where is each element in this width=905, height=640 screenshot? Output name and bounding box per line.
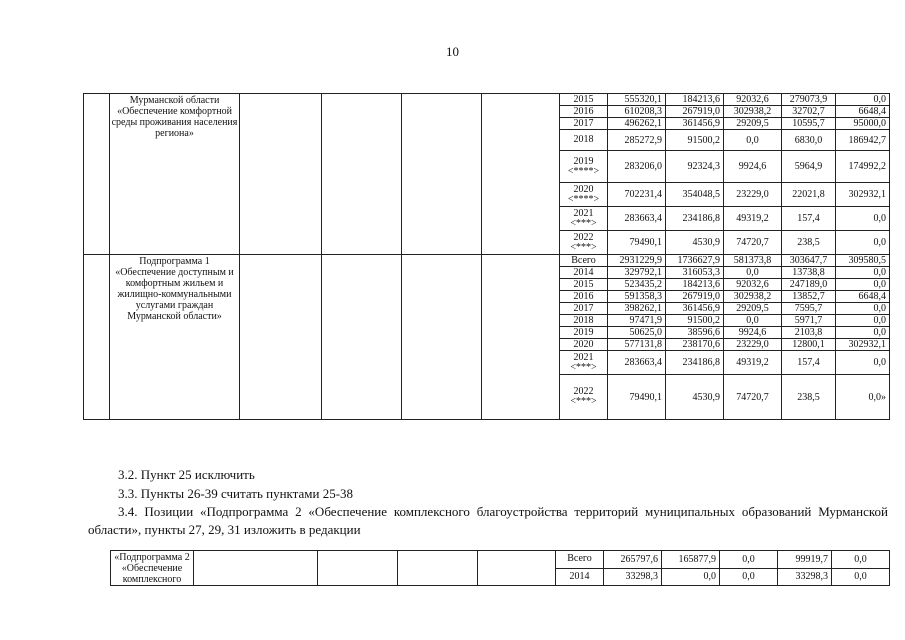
year-cell: [560, 339, 608, 351]
empty-cell: [398, 551, 478, 586]
value-cell: 0,0: [724, 315, 782, 327]
value-cell: 316053,3: [666, 267, 724, 279]
year-cell: [560, 255, 608, 267]
year-cell: [560, 303, 608, 315]
value-cell: 0,0: [720, 568, 778, 586]
value-cell: 279073,9: [782, 94, 836, 106]
value-cell: 12800,1: [782, 339, 836, 351]
value-cell: 79490,1: [608, 231, 666, 255]
year-label: 2016: [573, 290, 594, 302]
year-cell: [560, 151, 608, 183]
value-cell: 0,0: [836, 351, 890, 375]
value-cell: 361456,9: [666, 303, 724, 315]
value-cell: 302932,1: [836, 339, 890, 351]
year-label: Всего: [567, 553, 592, 565]
value-cell: 6830,0: [782, 130, 836, 151]
value-cell: 49319,2: [724, 207, 782, 231]
value-cell: 238170,6: [666, 339, 724, 351]
value-cell: 283663,4: [608, 351, 666, 375]
empty-cell: [240, 94, 322, 255]
year-label: 2014: [569, 570, 590, 582]
year-cell: [560, 207, 608, 231]
value-cell: 1736627,9: [666, 255, 724, 267]
year-label: 2019: [573, 155, 594, 167]
empty-cell: [318, 551, 398, 586]
value-cell: 91500,2: [666, 130, 724, 151]
value-cell: 186942,7: [836, 130, 890, 151]
year-cell: [560, 267, 608, 279]
value-cell: 6648,4: [836, 291, 890, 303]
value-cell: 329792,1: [608, 267, 666, 279]
value-cell: 92032,6: [724, 279, 782, 291]
value-cell: 10595,7: [782, 118, 836, 130]
value-cell: 0,0: [836, 279, 890, 291]
value-cell: 285272,9: [608, 130, 666, 151]
year-cell: [560, 279, 608, 291]
value-cell: 283206,0: [608, 151, 666, 183]
value-cell: 22021,8: [782, 183, 836, 207]
year-label: 2014: [573, 266, 594, 278]
year-label: 2019: [573, 326, 594, 338]
page-number: 10: [446, 44, 459, 59]
value-cell: 29209,5: [724, 303, 782, 315]
value-cell: 267919,0: [666, 106, 724, 118]
value-cell: 74720,7: [724, 375, 782, 420]
year-label: 2022: [573, 386, 594, 397]
value-cell: 99919,7: [778, 551, 832, 569]
value-cell: 50625,0: [608, 327, 666, 339]
value-cell: 610208,3: [608, 106, 666, 118]
empty-cell: [402, 255, 482, 420]
value-cell: 2103,8: [782, 327, 836, 339]
value-cell: 0,0: [662, 568, 720, 586]
value-cell: 0,0: [724, 130, 782, 151]
value-cell: 97471,9: [608, 315, 666, 327]
value-cell: 0,0: [836, 315, 890, 327]
year-label: 2021: [573, 351, 594, 363]
empty-cell: [322, 94, 402, 255]
value-cell: 0,0: [836, 303, 890, 315]
value-cell: 523435,2: [608, 279, 666, 291]
value-cell: 184213,6: [666, 94, 724, 106]
year-label: 2018: [573, 314, 594, 326]
value-cell: 0,0: [836, 207, 890, 231]
value-cell: 238,5: [782, 231, 836, 255]
subprogram-2-table: [110, 550, 890, 586]
value-cell: 581373,8: [724, 255, 782, 267]
year-label: 2020: [573, 338, 594, 350]
year-cell: [560, 375, 608, 420]
value-cell: 9924,6: [724, 327, 782, 339]
table-row: [84, 255, 890, 267]
value-cell: 92324,3: [666, 151, 724, 183]
empty-cell: [402, 94, 482, 255]
year-cell: [560, 130, 608, 151]
value-cell: 303647,7: [782, 255, 836, 267]
year-cell: [560, 231, 608, 255]
year-note: <****>: [567, 165, 600, 177]
year-label: 2018: [573, 134, 594, 145]
value-cell: 23229,0: [724, 339, 782, 351]
value-cell: 2931229,9: [608, 255, 666, 267]
year-cell: [560, 94, 608, 106]
value-cell: 5971,7: [782, 315, 836, 327]
value-cell: 0,0: [832, 568, 890, 586]
year-cell: [556, 568, 604, 586]
value-cell: 302938,2: [724, 106, 782, 118]
empty-cell: [482, 94, 560, 255]
value-cell: 33298,3: [604, 568, 662, 586]
value-cell: 49319,2: [724, 351, 782, 375]
year-label: 2015: [573, 93, 594, 105]
value-cell: 265797,6: [604, 551, 662, 569]
value-cell: 238,5: [782, 375, 836, 420]
value-cell: 29209,5: [724, 118, 782, 130]
value-cell: 361456,9: [666, 118, 724, 130]
value-cell: 309580,5: [836, 255, 890, 267]
year-cell: [560, 291, 608, 303]
empty-cell: [482, 255, 560, 420]
year-label: 2017: [573, 117, 594, 129]
year-cell: [560, 118, 608, 130]
value-cell: 0,0: [720, 551, 778, 569]
value-cell: 0,0»: [836, 375, 890, 420]
value-cell: 0,0: [724, 267, 782, 279]
year-note: <***>: [570, 361, 597, 373]
value-cell: 234186,8: [666, 351, 724, 375]
value-cell: 79490,1: [608, 375, 666, 420]
value-cell: 5964,9: [782, 151, 836, 183]
year-cell: [560, 315, 608, 327]
value-cell: 23229,0: [724, 183, 782, 207]
table-row: [84, 94, 890, 106]
empty-cell: [478, 551, 556, 586]
value-cell: 302938,2: [724, 291, 782, 303]
year-cell: [560, 106, 608, 118]
paragraph-3-2: 3.2. Пункт 25 исключить: [118, 467, 255, 482]
value-cell: 577131,8: [608, 339, 666, 351]
value-cell: 95000,0: [836, 118, 890, 130]
value-cell: 91500,2: [666, 315, 724, 327]
value-cell: 32702,7: [782, 106, 836, 118]
value-cell: 4530,9: [666, 231, 724, 255]
value-cell: 555320,1: [608, 94, 666, 106]
value-cell: 247189,0: [782, 279, 836, 291]
year-label: 2021: [573, 207, 594, 219]
value-cell: 267919,0: [666, 291, 724, 303]
value-cell: 165877,9: [662, 551, 720, 569]
year-cell: [560, 183, 608, 207]
year-note: <***>: [570, 396, 597, 407]
value-cell: 0,0: [836, 94, 890, 106]
value-cell: 4530,9: [666, 375, 724, 420]
value-cell: 74720,7: [724, 231, 782, 255]
value-cell: 157,4: [782, 351, 836, 375]
value-cell: 33298,3: [778, 568, 832, 586]
year-cell: [560, 327, 608, 339]
value-cell: 13852,7: [782, 291, 836, 303]
value-cell: 283663,4: [608, 207, 666, 231]
empty-cell: [84, 255, 110, 420]
value-cell: 7595,7: [782, 303, 836, 315]
year-cell: [556, 551, 604, 569]
program-name: «Подпрограмма 2 «Обеспечение комплексного: [111, 551, 194, 586]
value-cell: 174992,2: [836, 151, 890, 183]
year-label: 2022: [573, 231, 594, 243]
year-note: <***>: [570, 241, 597, 253]
year-label: 2017: [573, 302, 594, 314]
year-label: 2016: [573, 105, 594, 117]
year-label: 2020: [573, 183, 594, 195]
program-name: Подпрограмма 1 «Обеспечение доступным и комфортным жильем и жилищно-коммунальными услугами граждан Мурманской области»: [110, 255, 240, 420]
value-cell: 0,0: [832, 551, 890, 569]
value-cell: 0,0: [836, 267, 890, 279]
year-label: Всего: [571, 254, 596, 266]
value-cell: 591358,3: [608, 291, 666, 303]
value-cell: 9924,6: [724, 151, 782, 183]
empty-cell: [240, 255, 322, 420]
year-note: <***>: [570, 217, 597, 229]
value-cell: 496262,1: [608, 118, 666, 130]
value-cell: 398262,1: [608, 303, 666, 315]
value-cell: 354048,5: [666, 183, 724, 207]
empty-cell: [84, 94, 110, 255]
value-cell: 6648,4: [836, 106, 890, 118]
paragraph-3-4: 3.4. Позиции «Подпрограмма 2 «Обеспечение комплексного благоустройства территорий муниципальных образований Мурманской области», пункты 27, 29, 31 изложить в редакции: [88, 504, 888, 537]
value-cell: 702231,4: [608, 183, 666, 207]
year-cell: [560, 351, 608, 375]
budget-table: [83, 93, 890, 420]
year-label: 2015: [573, 278, 594, 290]
value-cell: 157,4: [782, 207, 836, 231]
program-name: Мурманской области «Обеспечение комфортной среды проживания населения региона»: [110, 94, 240, 255]
value-cell: 92032,6: [724, 94, 782, 106]
value-cell: 234186,8: [666, 207, 724, 231]
empty-cell: [194, 551, 318, 586]
value-cell: 0,0: [836, 231, 890, 255]
paragraph-3-3: 3.3. Пункты 26-39 считать пунктами 25-38: [118, 486, 354, 501]
value-cell: 302932,1: [836, 183, 890, 207]
table-row: [111, 551, 890, 569]
value-cell: 13738,8: [782, 267, 836, 279]
value-cell: 38596,6: [666, 327, 724, 339]
empty-cell: [322, 255, 402, 420]
value-cell: 0,0: [836, 327, 890, 339]
year-note: <****>: [567, 193, 600, 205]
value-cell: 184213,6: [666, 279, 724, 291]
